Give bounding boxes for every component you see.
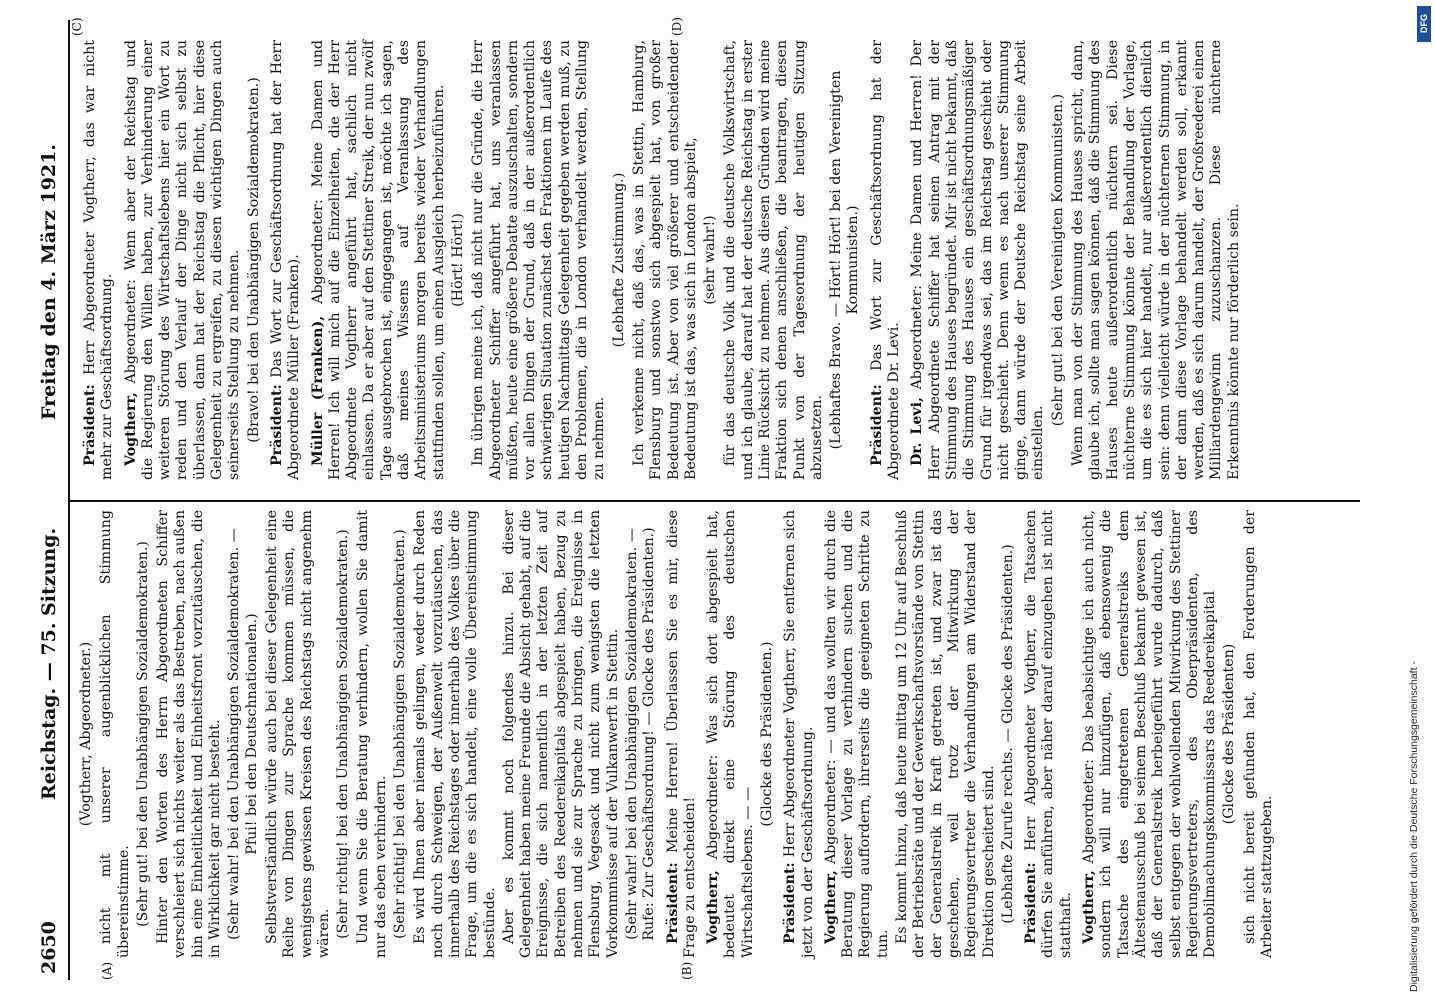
paragraph: Vogtherr, Abgeordneter: Das beabsichtige ich auch nicht, sondern ich will nur hinzufügen, daß ebensowenig die Tatsache des eingetretenen Generalstreiks dem Ältestenausschuß bei seinem Beschluß bekannt gewesen ist, daß der Generalstreik herbeigeführt wurde dadurch, daß selbst entgegen der wohlwollenden Mitwirkung des Stettiner Regierungsvertreters, des Oberpräsidenten, des Demobilmachungskommissars das Reedereikapital (1081, 510, 1219, 958)
paragraph: (sehr wahr!) (702, 215, 719, 305)
paragraph: Es wird Ihnen aber niemals gelingen, weder durch Reden noch durch Schweigen, der Außenwelt vorzutäuschen, das innerhalb des Reichstages oder innerhalb des Volkes über die Frage, um die es sich handelt, eine volle Übereinstimmung bestünde. (412, 510, 498, 958)
paragraph: (Sehr gut! bei den Unabhängigen Sozialdemokraten.) (134, 541, 151, 927)
paragraph: (Lebhafte Zurufe rechts. — Glocke des Präsidenten.) (999, 544, 1016, 924)
speaker-name: Präsident: (664, 862, 681, 944)
right-text-column (76, 40, 1245, 480)
margin-marker-b: (B) (680, 961, 694, 980)
paragraph: (Sehr richtig! bei den Unabhängigen Sozialdemokraten.) (392, 529, 409, 939)
speaker-name: Vogtherr, (122, 392, 139, 466)
paragraph: (Glocke des Präsidenten.) (758, 641, 775, 827)
paragraph: Müller (Franken), Abgeordneter: Meine Damen und Herren! Ich will mich auf die Einzelheiten, die der Herr Abgeordnete Vogtherr angeführt hat, sachlich nicht einlassen. Da er aber auf den Stettiner Streik, der nun zwölf Tage ausgebrochen ist, eingegangen ist, möchte ich sagen, daß meines Wissens auf Veranlassung des Arbeitsministeriums morgen bereits wieder Verhandlungen stattfinden sollen, um einen Ausgleich herbeizuführen. (309, 40, 447, 480)
paragraph: (Sehr wahr! bei den Unabhängigen Sozialdemokraten. — Pfui! bei den Deutschnationalen.) (226, 528, 260, 940)
paragraph: Im übrigen meine ich, daß nicht nur die Gründe, die Herr Abgeordneter Schiffer angeführt hat, uns veranlassen müßten, heute eine größere Debatte auszuschalten, sondern vor allen Dingen der Grund, daß in der außerordentlich schwierigen Situation zunächst den Fraktionen im Laufe des heutigen Nachmittags Gelegenheit gegeben werden muß, zu den Problemen, die in London verhandelt werden, Stellung zu nehmen. (470, 40, 608, 480)
paragraph: Aber es kommt noch folgendes hinzu. Bei dieser Gelegenheit haben meine Freunde die Absicht gehabt, auf die Ereignisse, die sich namentlich in der letzten Zeit auf Betreiben des Reedereikapitals abgespielt haben, Bezug zu nehmen und sie zur Sprache zu bringen, die Ereignisse in Flensburg, Vegesack und nicht zum wenigsten die letzten Vorkommnisse auf der Vulkanwerft in Stettin. (500, 510, 621, 958)
running-header (30, 20, 70, 980)
speaker-name: Präsident: (1023, 862, 1040, 944)
paragraph: Präsident: Herr Abgeordneter Vogtherr, Sie entfernen sich jetzt von der Geschäftsordnung. (782, 510, 816, 958)
paragraph: Und wenn Sie die Beratung verhindern, wollen Sie damit nur das eben verhindern. (355, 510, 389, 958)
left-text-column (76, 510, 1278, 958)
margin-marker-c: (C) (70, 17, 84, 36)
paragraph: Präsident: Herr Abgeordneter Vogtherr, die Tatsachen dürfen Sie anführen, aber näher darauf einzugehen ist nicht statthaft. (1023, 510, 1074, 958)
paragraph: nicht mit unserer augenblicklichen Stimmung übereinstimme. (98, 510, 132, 958)
paragraph: (Bravo! bei den Unabhängigen Sozialdemokraten.) (245, 77, 262, 443)
paragraph: sich nicht bereit gefunden hat, den Forderungen der Arbeiter stattzugeben. (1241, 510, 1275, 958)
speaker-name: Dr. Levi, (909, 397, 926, 466)
paragraph: (Vogtherr, Abgeordneter.) (78, 641, 94, 827)
speaker-name: Vogtherr, (705, 870, 722, 944)
paragraph: (Lebhaftes Bravo. — Hört! Hört! bei den Vereinigten Kommunisten.) (828, 70, 862, 450)
paragraph: Dr. Levi, Abgeordneter: Meine Damen und Herren! Der Herr Abgeordnete Schiffer hat seinen Antrag mit der Stimmung des Hauses begründet. Mir ist nicht bekannt, daß die Stimmung des Hauses ein geschäftsordnungsmäßiger Grund für irgendwas sei, das im Reichstag geschieht oder nicht geschieht. Denn wenn es nach unserer Stimmung ginge, dann würde der Deutsche Reichstag seine Arbeit einstellen. (909, 40, 1047, 480)
paragraph: Präsident: Das Wort zur Geschäftsordnung hat der Abgeordnete Dr. Levi. (868, 40, 903, 480)
speaker-name: Präsident: (268, 384, 285, 466)
paragraph: (Hört! Hört!) (449, 213, 466, 307)
paragraph: Hinter den Worten des Herrn Abgeordneten Schiffer verschleiert sich nichts weiter als das Bestreben, nach außen hin eine Einheitlichkeit und Einheitsfront vorzutäuschen, die in Wirklichkeit gar nicht besteht. (155, 510, 224, 958)
speaker-name: Müller (Franken), (309, 315, 326, 466)
paragraph: Vogtherr, Abgeordneter: Was sich dort abgespielt hat, bedeutet direkt eine Störung des deutschen Wirtschaftslebens. — — (705, 510, 756, 958)
page-number: 2650 (38, 921, 60, 974)
paragraph: (Sehr richtig! bei den Unabhängigen Sozialdemokraten.) (335, 529, 352, 939)
dfg-logo: DFG (1417, 6, 1431, 42)
paragraph: Wenn man von der Stimmung des Hauses spricht, dann, glaube ich, sollte man sagen können, daß die Stimmung des Hauses heute außerordentlich nüchtern sei. Diese nüchterne Stimmung könnte der Behandlung der Vorlage, um die es sich hier handelt, nur außerordentlich dienlich sein: denn vielleicht würde in der nüchternen Stimmung, in der dann diese Vorlage behandelt werden soll, erkannt werden, daß es sich darum handelt, der Großreederei einen Milliardengewinn zuzuschanzen. Diese nüchterne Erkenntnis könnte nur förderlich sein. (1070, 40, 1242, 480)
speaker-name: Präsident: (868, 384, 885, 466)
paragraph: Präsident: Meine Herren! Überlassen Sie es mir, diese Frage zu entscheiden! (664, 510, 698, 958)
right-running-head: Freitag den 4. März 1921. (38, 144, 60, 420)
margin-marker-d: (D) (670, 17, 684, 36)
digitization-credit: Digitalisierung gefördert durch die Deutsche Forschungsgemeinschaft - (1408, 661, 1420, 992)
paragraph: Selbstverständlich würde auch bei dieser Gelegenheit eine Reihe von Dingen zur Sprache kommen müssen, die wenigstens gewissen Kreisen des Reichstags nicht angenehm wären. (263, 510, 332, 958)
paragraph: Präsident: Herr Abgeordneter Vogtherr, das war nicht mehr zur Geschäftsordnung. (82, 40, 116, 480)
paragraph: für das deutsche Volk und die deutsche Volkswirtschaft, und ich glaube, darauf hat der deutsche Reichstag in erster Linie Rücksicht zu nehmen. Aus diesen Gründen wird meine Fraktion sich denen anschließen, die beantragen, diesen Punkt von der Tagesordnung der heutigen Sitzung abzusetzen. (722, 40, 825, 480)
speaker-name: Präsident: (782, 862, 799, 944)
paragraph: (Sehr wahr! bei den Unabhängigen Sozialdemokraten. — Rufe: Zur Geschäftsordnung! — Glocke des Präsidenten.) (623, 527, 658, 941)
margin-marker-a: (A) (100, 961, 114, 980)
paragraph: Vogtherr, Abgeordneter: Wenn aber der Reichstag und die Regierung den Willen haben, zur Verhinderung einer weiteren Störung des Wirtschaftslebens hier ein Wort zu reden und den Verlauf der Dinge nicht sich selbst zu überlassen, dann hat der Reichstag die Pflicht, hier diese Gelegenheit zu ergreifen, zu diesen wichtigen Dingen auch seinerseits Stellung zu nehmen. (122, 40, 243, 480)
paragraph: (Glocke des Präsidenten) (1221, 643, 1238, 825)
paragraph: Ich verkenne nicht, daß das, was in Stettin, Hamburg, Flensburg und sonstwo sich abgespielt hat, von großer Bedeutung ist. Aber von viel größerer und entscheidender Bedeutung ist das, was sich in London abspielt, (630, 40, 699, 480)
speaker-name: Vogtherr, (822, 870, 839, 944)
rotated-page-content (30, 17, 1370, 980)
column-divider (70, 501, 1360, 503)
paragraph: Vogtherr, Abgeordneter: — und das wollten wir durch die Beratung dieser Vorlage zu verhindern suchen und die Regierung auffordern, ihrerseits die geeigneten Schritte zu tun. (822, 510, 891, 958)
paragraph: Präsident: Das Wort zur Geschäftsordnung hat der Herr Abgeordnete Müller (Franken). (268, 40, 303, 480)
paragraph: (Lebhafte Zustimmung.) (610, 172, 627, 348)
left-running-head: Reichstag. — 75. Sitzung. (38, 527, 60, 800)
paragraph: (Sehr gut! bei den Vereinigten Kommunisten.) (1049, 93, 1066, 427)
speaker-name: Präsident: (82, 384, 98, 466)
speaker-name: Vogtherr, (1081, 870, 1098, 944)
paragraph: Es kommt hinzu, daß heute mittag um 12 Uhr auf Beschluß der Betriebsräte und der Gewerkschaftsvorstände von Stettin der Generalstreik in Kraft getreten ist, und zwar ist das geschehen, weil trotz der Mitwirkung der Regierungsvertreter die Verhandlungen am Widerstand der Direktion gescheitert sind. (894, 510, 997, 958)
